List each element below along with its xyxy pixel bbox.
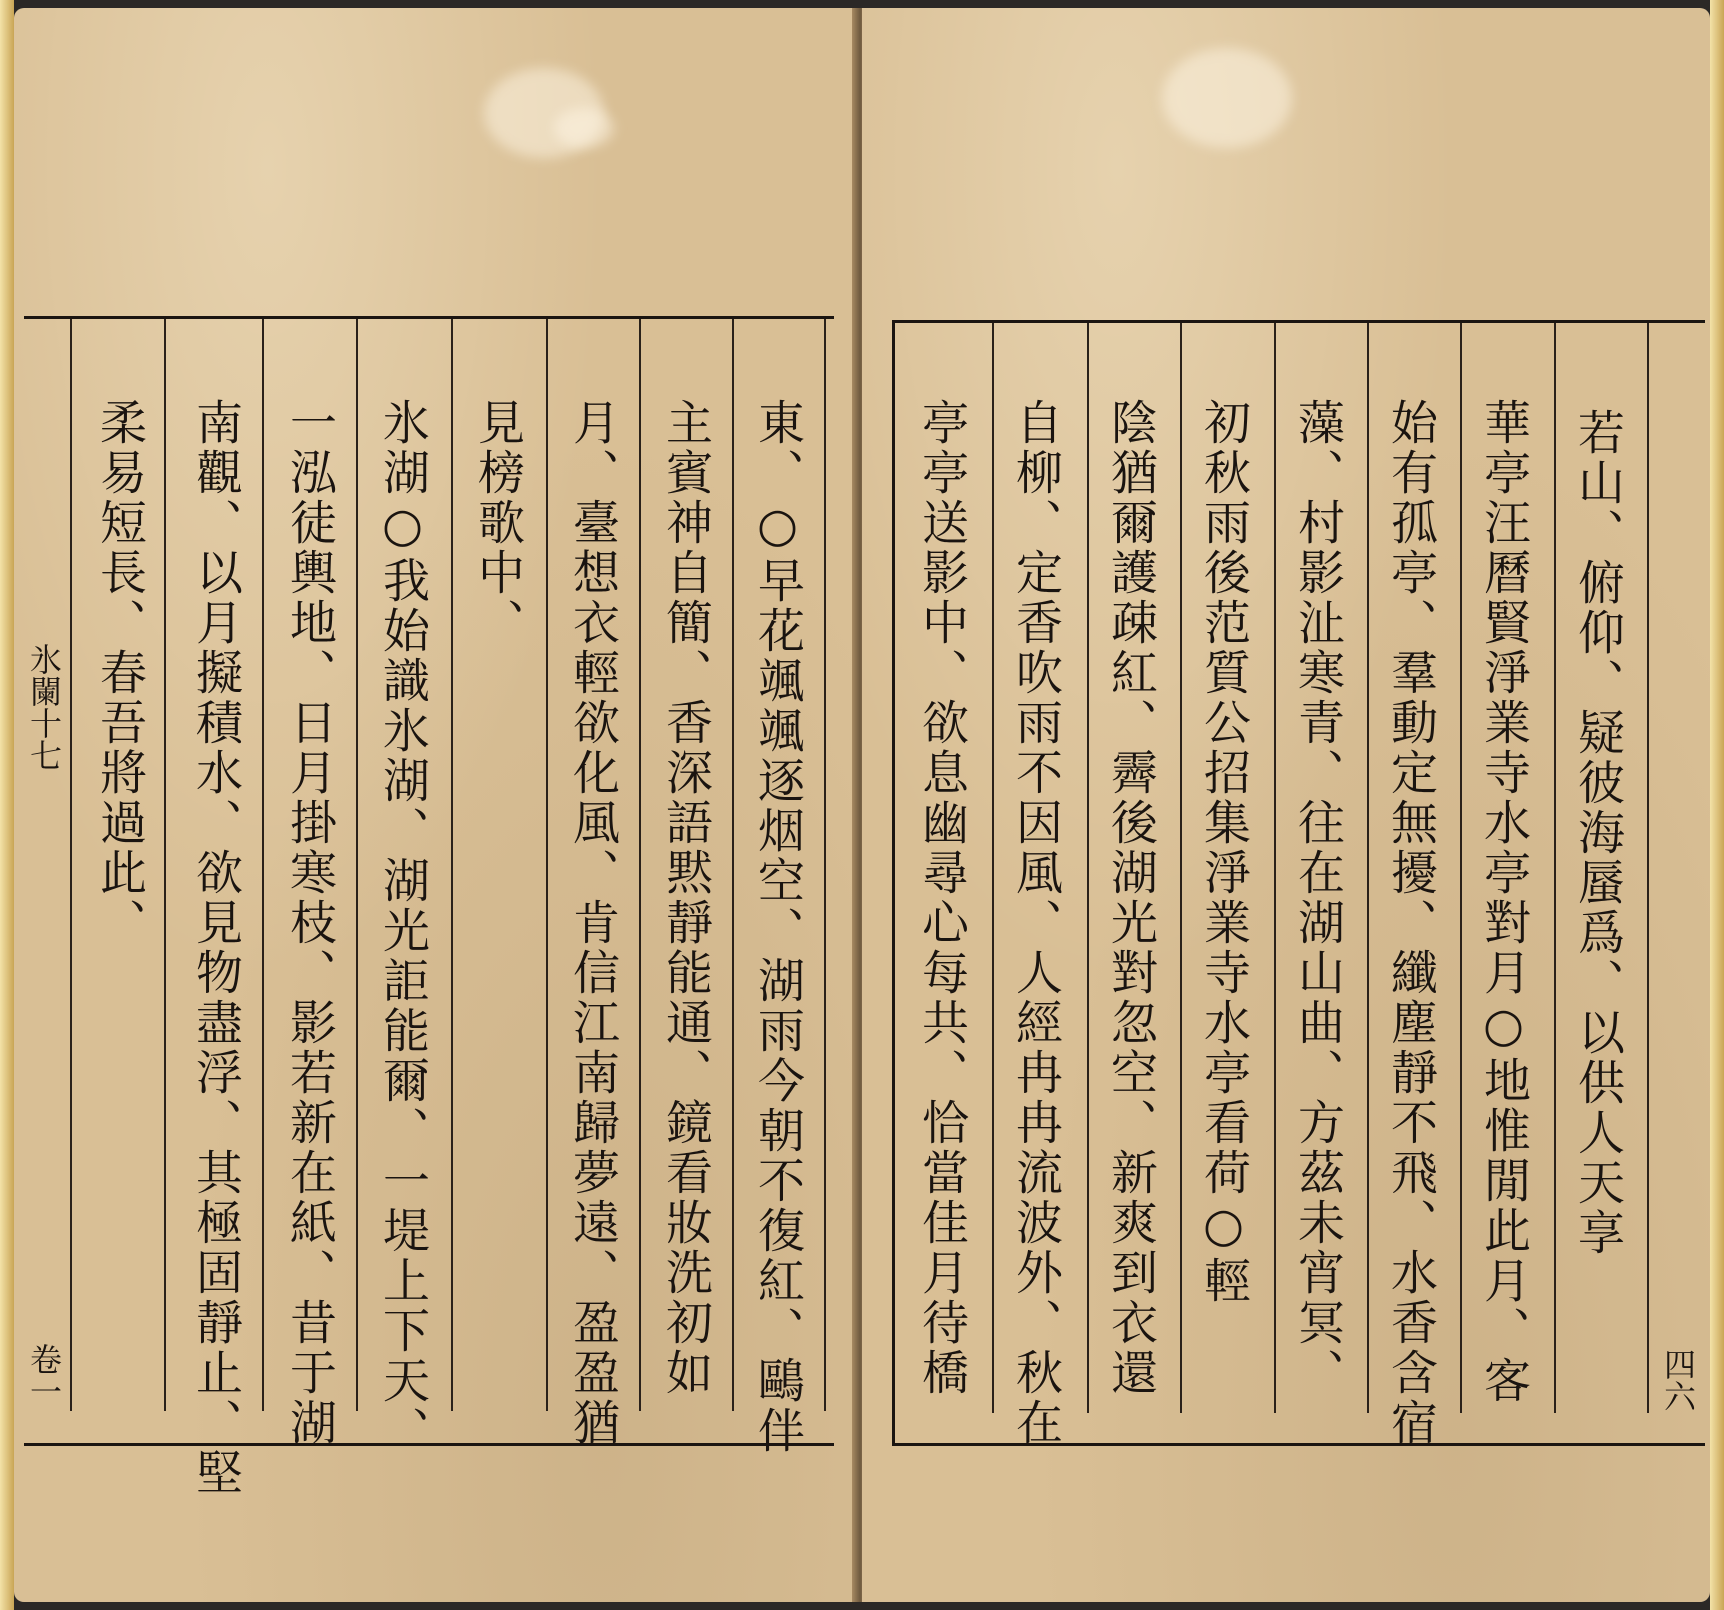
column-rule [639,319,641,1411]
text-column: 亭亭送影中、欲息幽尋心每共、恰當佳月待橋 [914,398,969,1398]
column-rule [70,319,72,1411]
column-rule [1180,323,1182,1413]
margin-title: 氷闌十七 [25,643,63,771]
column-rule [992,323,994,1413]
page-edge-right [1710,0,1724,1610]
column-rule [1087,323,1089,1413]
column-rule [732,319,734,1411]
column-rule [1554,323,1556,1413]
text-column: 東、○早花颯颯逐烟空、湖雨今朝不復紅、鷗伴 [750,398,805,1456]
folio-number: 四六 [1659,1348,1697,1412]
text-column: 自柳、定香吹雨不因風、人經冉冉流波外、秋在 [1008,398,1063,1448]
paper-stain [1162,48,1292,148]
left-page [14,8,858,1602]
column-rule [546,319,548,1411]
column-rule [1460,323,1462,1413]
text-column: 一泓徒輿地、日月掛寒枝、影若新在紙、昔于湖 [282,398,337,1448]
column-rule [1367,323,1369,1413]
text-column: 藻、村影沚寒青、往在湖山曲、方茲未宵冥、 [1290,398,1345,1398]
text-column: 華亭汪曆賢淨業寺水亭對月○地惟閒此月、客 [1476,398,1531,1406]
paper-stain [554,108,614,148]
text-column: 月、臺想衣輕欲化風、肯信江南歸夢遠、盈盈猶 [565,398,620,1448]
page-edge-left [0,0,14,1610]
right-page [862,8,1710,1602]
margin-volume: 卷一 [25,1343,63,1407]
column-rule [824,319,826,1411]
text-column: 南觀、以月擬積水、欲見物盡浮、其極固靜止、堅 [188,398,243,1498]
text-column: 若山、俯仰、疑彼海蜃爲、以供人天享 [1570,408,1625,1258]
column-rule [451,319,453,1411]
column-rule [262,319,264,1411]
text-column: 見榜歌中、 [470,398,525,648]
column-rule [1647,323,1649,1413]
text-column: 柔易短長、春吾將過此、 [92,398,147,948]
text-column: 初秋雨後范質公招集淨業寺水亭看荷○輕 [1196,398,1251,1306]
column-rule [1274,323,1276,1413]
text-column: 氷湖○我始識氷湖、湖光詎能爾、一堤上下天、 [375,398,430,1456]
text-column: 陰猶爾護疎紅、霽後湖光對忽空、新爽到衣還 [1103,398,1158,1398]
column-rule [164,319,166,1411]
text-column: 始有孤亭、羣動定無擾、纖塵靜不飛、水香含宿 [1383,398,1438,1448]
text-column: 主賓神自簡、香深語黙靜能通、鏡看妝洗初如 [658,398,713,1398]
column-rule [356,319,358,1411]
